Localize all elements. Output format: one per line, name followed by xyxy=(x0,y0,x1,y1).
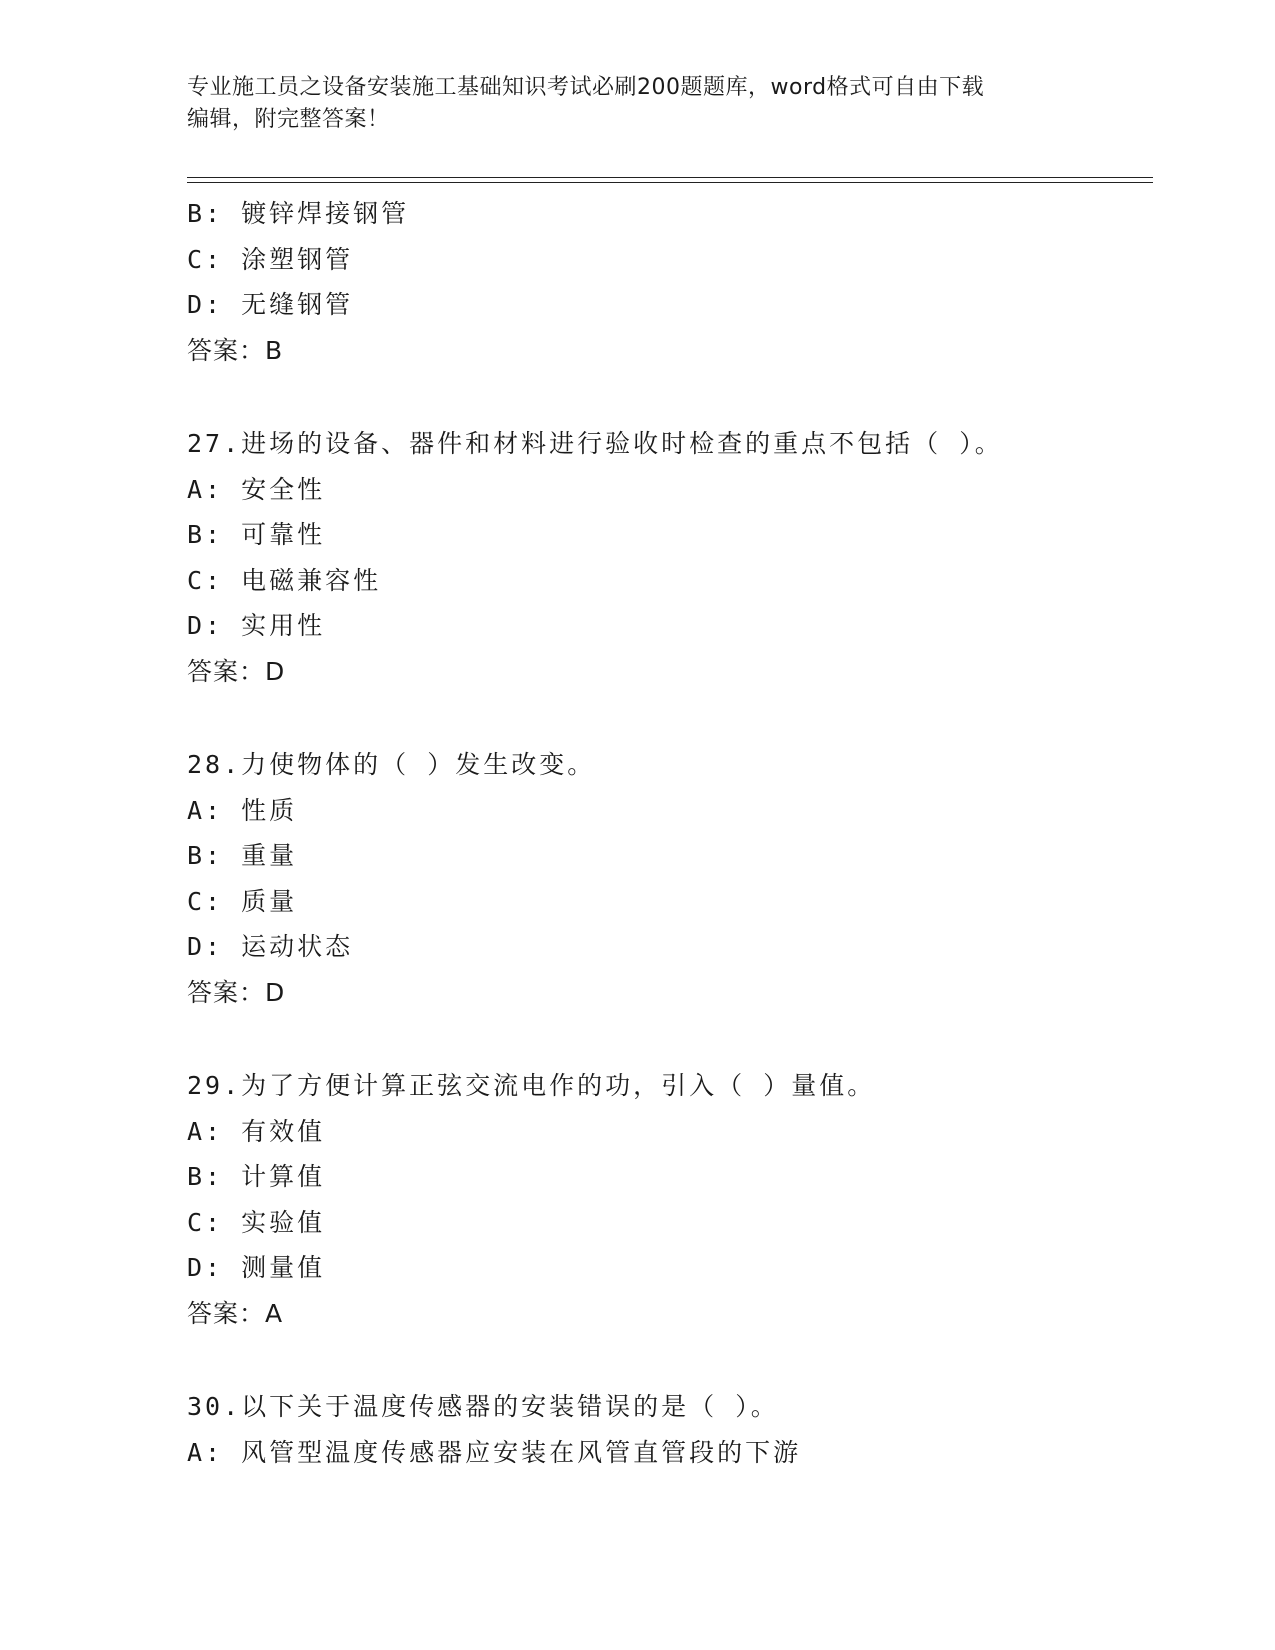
answer-line: 答案：B xyxy=(187,335,284,365)
header-line-1: 专业施工员之设备安装施工基础知识考试必刷200题题库，word格式可自由下载 xyxy=(187,75,985,100)
question-text: 29.为了方便计算正弦交流电作的功，引入（ ）量值。 xyxy=(187,1071,876,1100)
option-d: D: 测量值 xyxy=(187,1253,326,1282)
question-text: 30.以下关于温度传感器的安装错误的是（ ）。 xyxy=(187,1392,779,1421)
header-line-2: 编辑，附完整答案！ xyxy=(187,107,390,132)
header-divider-top xyxy=(187,177,1153,178)
question-list xyxy=(187,191,1147,1475)
question-27 xyxy=(187,421,1147,694)
option-a: A: 安全性 xyxy=(187,474,326,504)
spacer xyxy=(187,1336,1147,1384)
option-d: D: 无缝钢管 xyxy=(187,290,354,319)
answer-line: 答案：A xyxy=(187,1298,284,1328)
option-d: D: 实用性 xyxy=(187,611,326,640)
answer-line: 答案：D xyxy=(187,977,286,1007)
option-d: D: 运动状态 xyxy=(187,932,354,961)
option-a: A: 性质 xyxy=(187,795,298,825)
option-b: B: 计算值 xyxy=(187,1162,326,1191)
question-30 xyxy=(187,1384,1147,1475)
question-text: 27.进场的设备、器件和材料进行验收时检查的重点不包括（ ）。 xyxy=(187,429,1003,458)
answer-line: 答案：D xyxy=(187,656,286,686)
option-a: A: 风管型温度传感器应安装在风管直管段的下游 xyxy=(187,1437,802,1467)
option-b: B: 可靠性 xyxy=(187,520,326,549)
question-text: 28.力使物体的（ ）发生改变。 xyxy=(187,750,596,779)
option-c: C: 涂塑钢管 xyxy=(187,244,354,274)
question-29 xyxy=(187,1063,1147,1336)
header-divider-bottom xyxy=(187,182,1153,183)
option-c: C: 质量 xyxy=(187,886,298,916)
option-b: B: 重量 xyxy=(187,841,298,870)
question-26-tail xyxy=(187,191,1147,373)
spacer xyxy=(187,1015,1147,1063)
question-28 xyxy=(187,742,1147,1015)
option-a: A: 有效值 xyxy=(187,1116,326,1146)
option-b: B: 镀锌焊接钢管 xyxy=(187,199,410,228)
option-c: C: 电磁兼容性 xyxy=(187,565,382,595)
option-c: C: 实验值 xyxy=(187,1207,326,1237)
document-header xyxy=(187,72,1067,136)
spacer xyxy=(187,373,1147,421)
spacer xyxy=(187,694,1147,742)
